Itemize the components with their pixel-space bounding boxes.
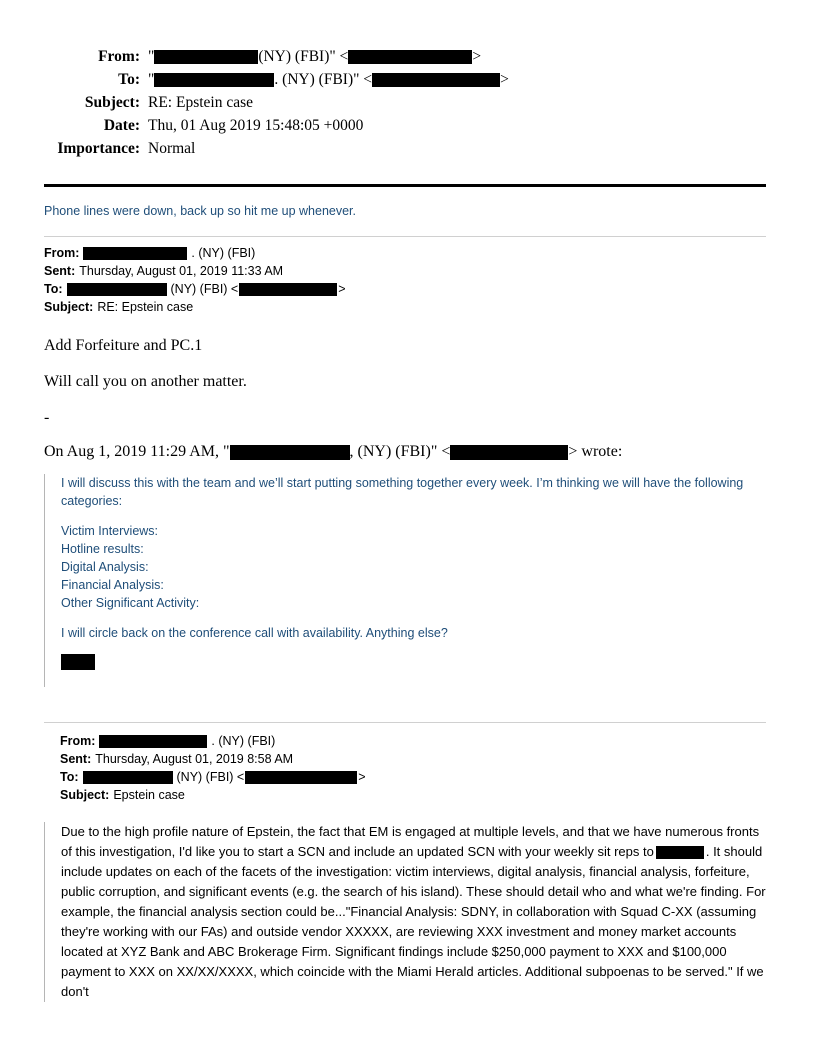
- header-label-to: To:: [118, 71, 140, 88]
- redaction-box: [245, 771, 357, 784]
- message-1-paragraph-2: Will call you on another matter.: [44, 373, 247, 390]
- wrote-middle: , (NY) (FBI)" <: [349, 443, 451, 460]
- message-1-subject: [44, 298, 766, 316]
- header-label-subject: Subject:: [84, 94, 140, 111]
- redaction-box: [61, 654, 95, 670]
- quoted-message-2-header: [44, 722, 766, 804]
- message-2-fields: [44, 722, 766, 804]
- redaction-box: [99, 735, 207, 748]
- message-1-sent-value: Thursday, August 01, 2019 11:33 AM: [79, 264, 284, 278]
- header-value-importance: Normal: [148, 140, 196, 157]
- message-1-paragraph-3: -: [44, 409, 50, 426]
- message-1-subject-value: RE: Epstein case: [97, 300, 194, 314]
- reply-note-text: Phone lines were down, back up so hit me up whenever.: [44, 204, 356, 218]
- message-2-body-part-1: Due to the high profile nature of Epstein, the fact that EM is engaged at multiple levels, and that we have numerous fronts of this investigation, I'd like you to start a SCN and include an updated SCN with your weekly sit reps to: [61, 824, 760, 859]
- message-2-to: [60, 768, 766, 786]
- quote-closing-paragraph: I will circle back on the conference call with availability. Anything else?: [61, 626, 448, 640]
- redaction-box: [83, 771, 173, 784]
- message-2-sent: [60, 750, 766, 768]
- message-2-to-label: To:: [60, 770, 79, 784]
- header-divider-rule: [44, 184, 766, 187]
- quote-category-item: Hotline results:: [61, 542, 144, 556]
- from-middle-text: (NY) (FBI)" <: [258, 48, 349, 65]
- message-1-to: [44, 280, 766, 298]
- message-2-sent-value: Thursday, August 01, 2019 8:58 AM: [95, 752, 294, 766]
- from-quote-open: ": [148, 48, 155, 65]
- wrote-suffix: > wrote:: [568, 443, 623, 460]
- message-separator: [44, 722, 766, 723]
- header-label-importance: Importance:: [57, 140, 140, 157]
- message-2-subject-label: Subject:: [60, 788, 110, 802]
- header-row-importance: [44, 140, 772, 158]
- message-2-body: [44, 822, 768, 1002]
- header-value-subject: RE: Epstein case: [148, 94, 254, 111]
- quote-signature-redaction: [61, 654, 766, 675]
- redaction-box: [348, 50, 472, 64]
- message-2-to-post: >: [358, 770, 366, 784]
- quote-intro-paragraph: I will discuss this with the team and we’ll start putting something together every week. I’m thinking we will have the following categories:: [61, 476, 744, 508]
- quote-category-item: Other Significant Activity:: [61, 596, 200, 610]
- to-quote-open: ": [148, 71, 155, 88]
- quoted-message-1-header: [44, 236, 766, 316]
- from-close-text: >: [472, 48, 482, 65]
- message-1-from: [44, 244, 766, 262]
- message-1-paragraph-1: Add Forfeiture and PC.1: [44, 337, 203, 354]
- header-row-subject: [44, 94, 772, 112]
- header-value-from: [148, 48, 481, 66]
- quoted-blue-body: [44, 474, 766, 687]
- redaction-box: [450, 445, 568, 460]
- header-row-to: [44, 71, 772, 89]
- to-close-text: >: [500, 71, 509, 88]
- message-2-sent-label: Sent:: [60, 752, 92, 766]
- message-2-subject: [60, 786, 766, 804]
- quote-category-item: Victim Interviews:: [61, 524, 159, 538]
- message-separator: [44, 236, 766, 237]
- header-label-date: Date:: [103, 117, 140, 134]
- redaction-box: [154, 50, 258, 64]
- message-1-wrote-line: [44, 442, 622, 462]
- message-2-body-part-2: . It should include updates on each of the facets of the investigation: victim interviews, digital analysis, financial analysis, forfeiture, public corruption, and significant events (e.g. the search of his island). These should detail who and what we're finding. For example, the financial analysis section could be..."Financial Analysis: SDNY, in collaboration with Squad C-XX (assuming they're working with our FAs) and outside vendor XXXXX, are reviewing XXX investment and money market accounts located at XYZ Bank and ABC Brokerage Firm. Significant findings include $250,000 payment to XXX and $100,000 payment to XXX on XX/XX/XXXX, which coincide with the Miami Herald articles. Additional subpoenas to be served." If we don't: [61, 844, 766, 999]
- message-1-fields: [44, 236, 766, 316]
- redaction-box: [154, 73, 274, 87]
- redaction-box: [372, 73, 500, 87]
- message-2-to-mid: (NY) (FBI) <: [176, 770, 245, 784]
- redaction-box: [67, 283, 167, 296]
- quote-category-item: Digital Analysis:: [61, 560, 149, 574]
- header-row-date: [44, 117, 772, 135]
- header-label-from: From:: [98, 48, 140, 65]
- message-1-sent: [44, 262, 766, 280]
- message-1-subject-label: Subject:: [44, 300, 94, 314]
- message-1-from-suffix: . (NY) (FBI): [191, 246, 256, 260]
- quote-category-item: Financial Analysis:: [61, 578, 164, 592]
- redaction-box: [83, 247, 187, 260]
- header-row-from: [44, 48, 772, 66]
- redaction-box: [656, 846, 704, 859]
- message-2-from-suffix: . (NY) (FBI): [211, 734, 276, 748]
- message-1-from-label: From:: [44, 246, 80, 260]
- message-1-to-label: To:: [44, 282, 63, 296]
- redaction-box: [239, 283, 337, 296]
- header-value-to: [148, 71, 509, 89]
- message-1-to-mid: (NY) (FBI) <: [170, 282, 239, 296]
- message-2-subject-value: Epstein case: [113, 788, 185, 802]
- to-middle-text: . (NY) (FBI)" <: [274, 71, 373, 88]
- wrote-prefix: On Aug 1, 2019 11:29 AM, ": [44, 443, 230, 460]
- header-value-date: Thu, 01 Aug 2019 15:48:05 +0000: [148, 117, 364, 134]
- message-1-to-post: >: [338, 282, 346, 296]
- email-header: [44, 48, 772, 163]
- message-2-from-label: From:: [60, 734, 96, 748]
- message-2-from: [60, 732, 766, 750]
- quote-category-list: [61, 522, 766, 612]
- message-1-sent-label: Sent:: [44, 264, 76, 278]
- redaction-box: [230, 445, 350, 460]
